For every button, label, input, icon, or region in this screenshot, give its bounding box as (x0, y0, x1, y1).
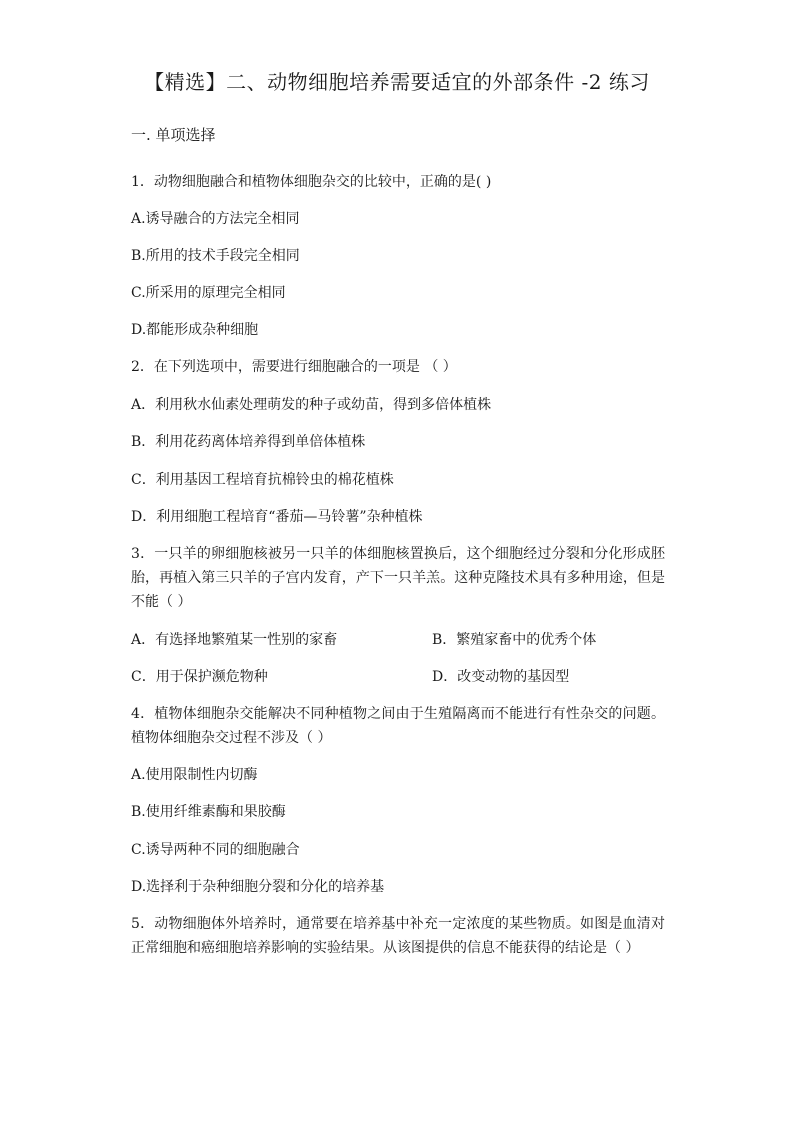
document-title: 【精选】二、动物细胞培养需要适宜的外部条件 -2 练习 (144, 70, 650, 94)
question-1-option-c: C.所采用的原理完全相同 (131, 285, 286, 301)
question-5-stem: 5．动物细胞体外培养时，通常要在培养基中补充一定浓度的某些物质。如图是血清对正常细胞和癌细胞培养影响的实验结果。从该图提供的信息不能获得的结论是（ ） (131, 916, 665, 956)
question-3-option-a: A．有选择地繁殖某一性别的家畜 (131, 632, 338, 648)
question-4-option-c: C.诱导两种不同的细胞融合 (131, 842, 300, 858)
section-heading: 一. 单项选择 (131, 126, 216, 144)
question-1-stem: 1．动物细胞融合和植物体细胞杂交的比较中，正确的是( ) (131, 174, 492, 190)
question-2-option-b: B．利用花药离体培养得到单倍体植株 (131, 434, 366, 450)
question-2-option-c: C．利用基因工程培育抗棉铃虫的棉花植株 (131, 472, 394, 488)
question-3-stem: 3．一只羊的卵细胞核被另一只羊的体细胞核置换后，这个细胞经过分裂和分化形成胚胎，再植入第三只羊的子宫内发育，产下一只羊羔。这种克隆技术具有多种用途，但是不能（ ） (131, 546, 665, 610)
question-1-option-a: A.诱导融合的方法完全相同 (131, 211, 300, 227)
question-4-stem: 4．植物体细胞杂交能解决不同种植物之间由于生殖隔离而不能进行有性杂交的问题。植物体细胞杂交过程不涉及（ ） (131, 706, 665, 746)
question-3-option-b: B．繁殖家畜中的优秀个体 (432, 632, 597, 648)
question-3-option-d: D．改变动物的基因型 (432, 669, 570, 685)
question-1-option-d: D.都能形成杂种细胞 (131, 322, 259, 338)
question-4-option-d: D.选择利于杂种细胞分裂和分化的培养基 (131, 879, 385, 895)
question-2-option-a: A．利用秋水仙素处理萌发的种子或幼苗，得到多倍体植株 (131, 397, 492, 413)
question-3-option-c: C．用于保护濒危物种 (131, 669, 268, 685)
question-2-option-d: D．利用细胞工程培育“番茄—马铃薯”杂种植株 (131, 509, 423, 525)
question-4-option-a: A.使用限制性内切酶 (131, 767, 258, 783)
question-2-stem: 2．在下列选项中，需要进行细胞融合的一项是 （ ） (131, 359, 457, 375)
question-4-option-b: B.使用纤维素酶和果胶酶 (131, 804, 286, 820)
question-1-option-b: B.所用的技术手段完全相同 (131, 248, 300, 264)
